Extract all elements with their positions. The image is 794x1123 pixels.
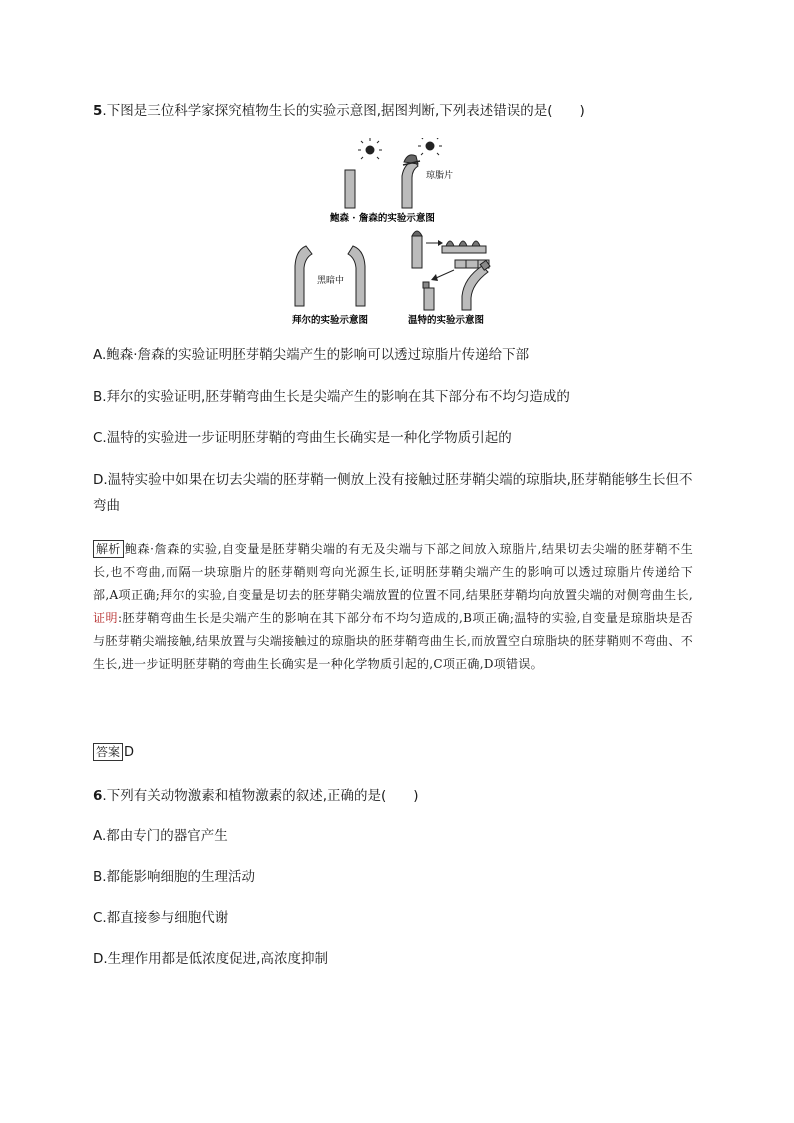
analysis-tag: 解析 <box>93 540 124 558</box>
label-dark: 黑暗中 <box>317 276 345 286</box>
question-number: 6 <box>93 788 103 804</box>
agar-block-with-tips <box>442 241 486 253</box>
went-coleoptile-tip <box>412 236 422 268</box>
option-a: A.鲍森·詹森的实验证明胚芽鞘尖端产生的影响可以透过琼脂片传递给下部 <box>93 347 530 363</box>
analysis-text-1: 鲍森·詹森的实验,自变量是胚芽鞘尖端的有无及尖端与下部之间放入琼脂片,结果切去尖端的胚芽鞘不生长,也不弯曲,而隔一块琼脂片的胚芽鞘则弯向光源生长,证明胚芽鞘尖端产生的影响可以透过琼脂片传递给下部,A项正确;拜尔的实验,自变量是切去的胚芽鞘尖端放置的位置不同,结果胚芽鞘均向放置尖端的对侧弯曲生长, <box>93 542 693 602</box>
experiment-figure <box>290 138 530 333</box>
option-d: D.温特实验中如果在切去尖端的胚芽鞘一侧放上没有接触过胚芽鞘尖端的琼脂块,胚芽鞘能够生长但不弯曲 <box>93 472 693 514</box>
caption-boysen-jensen: 鲍森 · 詹森的实验示意图 <box>330 213 435 224</box>
q6-option-d: D.生理作用都是低浓度促进,高浓度抑制 <box>93 951 328 967</box>
q6-option-c: C.都直接参与细胞代谢 <box>93 910 229 926</box>
caption-went: 温特的实验示意图 <box>408 315 485 326</box>
label-agar-piece: 琼脂片 <box>426 171 454 181</box>
analysis-text-2: :胚芽鞘弯曲生长是尖端产生的影响在其下部分布不均匀造成的,B项正确;温特的实验,自变量是琼脂块是否与胚芽鞘尖端接触,结果放置与尖端接触过的琼脂块的胚芽鞘弯曲生长,而放置空白琼脂块的胚芽鞘则不弯曲、不生长,进一步证明胚芽鞘的弯曲生长确实是一种化学物质引起的,C项正确,D项错误。 <box>93 611 693 671</box>
went-decapitated-with-block <box>424 288 434 310</box>
q6-option-a: A.都由专门的器官产生 <box>93 828 228 844</box>
coleoptile-decapitated <box>345 170 355 208</box>
caption-paal: 拜尔的实验示意图 <box>292 315 369 326</box>
answer-block <box>93 743 134 762</box>
analysis-highlight: 证明 <box>93 611 118 625</box>
coleoptile-with-agar <box>402 160 418 208</box>
coleoptile-paal-right <box>348 246 365 306</box>
coleoptile-paal-left <box>295 246 312 306</box>
question-6-stem <box>93 786 419 806</box>
light-source-icon <box>418 138 442 155</box>
went-bent-coleoptile <box>462 266 488 310</box>
question-number: 5 <box>93 103 103 119</box>
option-b: B.拜尔的实验证明,胚芽鞘弯曲生长是尖端产生的影响在其下部分布不均匀造成的 <box>93 389 570 405</box>
light-source-icon <box>358 138 382 159</box>
question-5-stem <box>93 101 585 121</box>
analysis-block <box>93 538 693 676</box>
answer-value: D <box>124 745 135 760</box>
answer-tag: 答案 <box>93 743 123 761</box>
option-c: C.温特的实验进一步证明胚芽鞘的弯曲生长确实是一种化学物质引起的 <box>93 430 512 446</box>
question-text: .下列有关动物激素和植物激素的叙述,正确的是( ) <box>102 788 419 804</box>
question-text: .下图是三位科学家探究植物生长的实验示意图,据图判断,下列表述错误的是( ) <box>102 103 585 119</box>
q6-option-b: B.都能影响细胞的生理活动 <box>93 869 256 885</box>
